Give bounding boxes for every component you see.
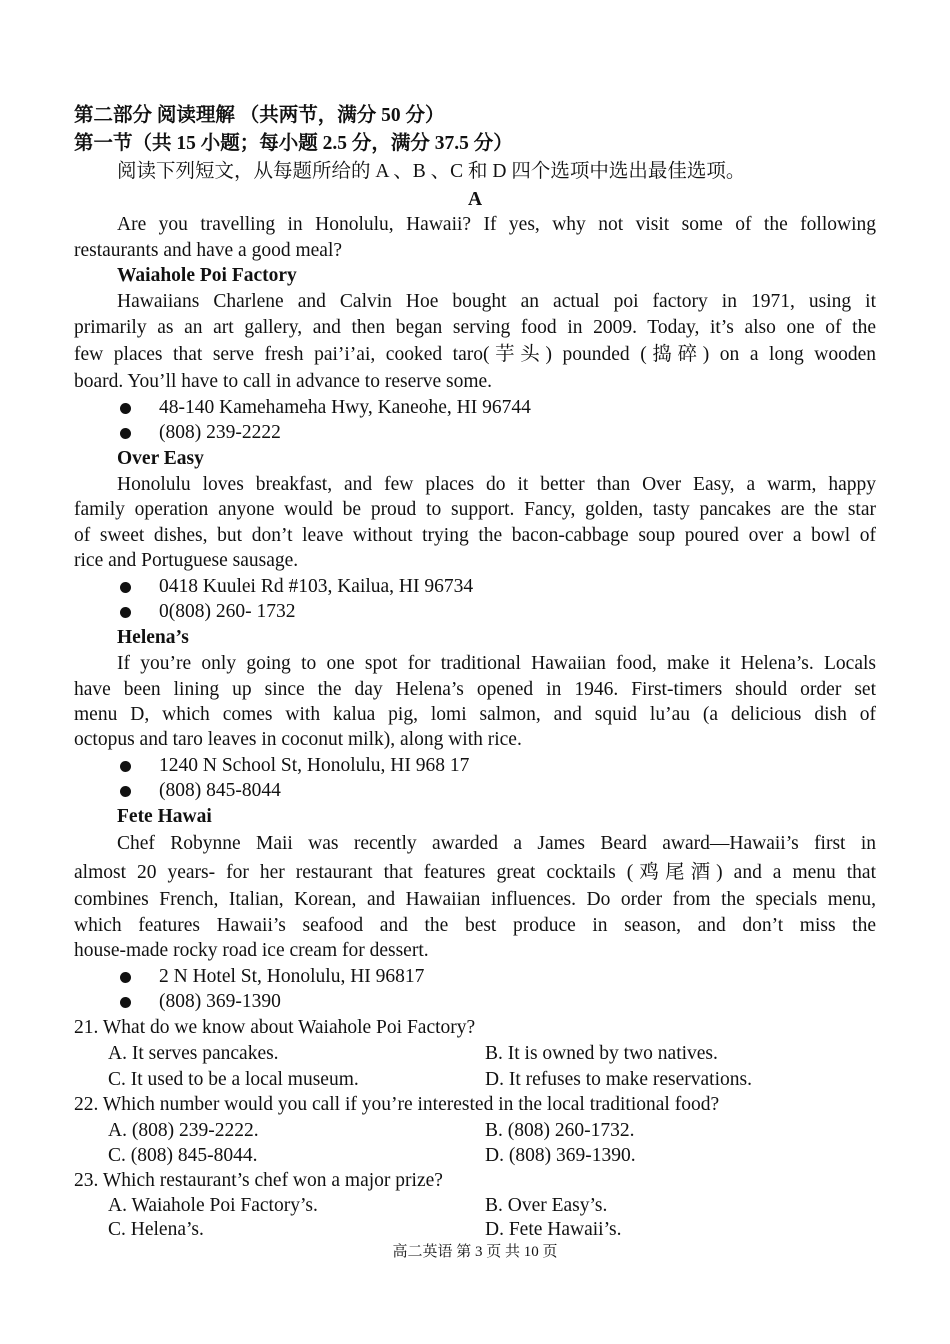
option-a: A. Waiahole Poi Factory’s. [108,1195,318,1216]
part-heading: 第二部分 阅读理解 （共两节，满分 50 分） [74,105,445,126]
paragraph-line: Honolulu loves breakfast, and few places do it better than Over Easy, a warm, happy [117,474,876,495]
restaurant-name: Over Easy [117,448,204,469]
option-c: C. Helena’s. [108,1219,204,1240]
phone: 0(808) 260- 1732 [159,601,296,622]
option-c: C. (808) 845-8044. [108,1145,258,1166]
paragraph-line: few places that serve fresh pai’i’ai, cooked taro(芋头) pounded (捣碎) on a long wooden [74,344,876,365]
section-heading: 第一节（共 15 小题；每小题 2.5 分，满分 37.5 分） [74,133,513,154]
bullet-icon [120,786,131,797]
option-d: D. It refuses to make reservations. [485,1069,752,1090]
option-b: B. (808) 260-1732. [485,1120,635,1141]
option-c: C. It used to be a local museum. [108,1069,359,1090]
paragraph-line: which features Hawaii’s seafood and the best produce in season, and don’t miss the [74,915,876,936]
paragraph-line: almost 20 years- for her restaurant that features great cocktails (鸡尾酒) and a menu that [74,862,876,883]
question-stem: 23. Which restaurant’s chef won a major prize? [74,1170,443,1191]
paragraph-line: primarily as an art gallery, and then began serving food in 2009. Today, it’s also one of the [74,317,876,338]
paragraph-line: Chef Robynne Maii was recently awarded a James Beard award—Hawaii’s first in [117,833,876,854]
option-a: A. (808) 239-2222. [108,1120,259,1141]
question-stem: 21. What do we know about Waiahole Poi Factory? [74,1017,476,1038]
paragraph-line: rice and Portuguese sausage. [74,550,299,571]
paragraph-line: house-made rocky road ice cream for dessert. [74,940,429,961]
address: 0418 Kuulei Rd #103, Kailua, HI 96734 [159,576,474,597]
phone: (808) 845-8044 [159,780,281,801]
bullet-icon [120,972,131,983]
option-b: B. It is owned by two natives. [485,1043,718,1064]
passage-letter: A [467,189,483,210]
question-stem: 22. Which number would you call if you’re interested in the local traditional food? [74,1094,720,1115]
instruction: 阅读下列短文，从每题所给的 A 、B 、C 和 D 四个选项中选出最佳选项。 [117,161,746,182]
address: 2 N Hotel St, Honolulu, HI 96817 [159,966,425,987]
phone: (808) 369-1390 [159,991,281,1012]
paragraph-line: If you’re only going to one spot for traditional Hawaiian food, make it Helena’s. Locals [117,653,876,674]
restaurant-name: Waiahole Poi Factory [117,265,297,286]
bullet-icon [120,997,131,1008]
paragraph-line: board. You’ll have to call in advance to reserve some. [74,371,493,392]
page-footer: 高二英语 第 3 页 共 10 页 [392,1244,558,1260]
paragraph-line: have been lining up since the day Helena’s opened in 1946. First-timers should order set [74,679,876,700]
paragraph-line: octopus and taro leaves in coconut milk), along with rice. [74,729,522,750]
option-d: D. (808) 369-1390. [485,1145,636,1166]
intro-line: Are you travelling in Honolulu, Hawaii? If yes, why not visit some of the following [117,214,876,235]
bullet-icon [120,582,131,593]
bullet-icon [120,428,131,439]
option-b: B. Over Easy’s. [485,1195,608,1216]
restaurant-name: Fete Hawai [117,806,212,827]
bullet-icon [120,761,131,772]
address: 1240 N School St, Honolulu, HI 968 17 [159,755,470,776]
paragraph-line: family operation anyone would be proud to support. Fancy, golden, tasty pancakes are the star [74,499,876,520]
option-d: D. Fete Hawaii’s. [485,1219,622,1240]
paragraph-line: of sweet dishes, but don’t leave without trying the bacon-cabbage soup poured over a bowl of [74,525,876,546]
phone: (808) 239-2222 [159,422,281,443]
bullet-icon [120,607,131,618]
paragraph-line: Hawaiians Charlene and Calvin Hoe bought an actual poi factory in 1971, using it [117,291,876,312]
paragraph-line: combines French, Italian, Korean, and Hawaiian influences. Do order from the specials menu, [74,889,876,910]
restaurant-name: Helena’s [117,627,189,648]
intro-line: restaurants and have a good meal? [74,240,343,261]
bullet-icon [120,403,131,414]
paragraph-line: menu D, which comes with kalua pig, lomi salmon, and squid lu’au (a delicious dish of [74,704,876,725]
option-a: A. It serves pancakes. [108,1043,279,1064]
address: 48-140 Kamehameha Hwy, Kaneohe, HI 96744 [159,397,531,418]
